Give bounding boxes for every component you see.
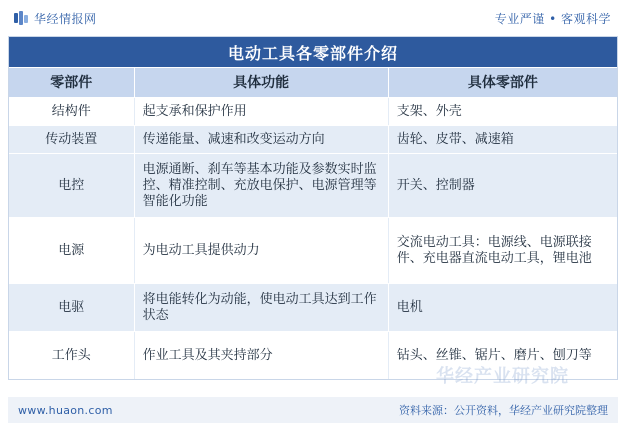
table-title-bar	[9, 37, 617, 67]
column-header-components: 具体零部件	[467, 74, 538, 91]
cell-part: 电驱	[9, 284, 135, 331]
table-row	[9, 331, 617, 379]
cell-part: 工作头	[9, 332, 135, 379]
slogan: 专业严谨 • 客观科学	[494, 11, 611, 26]
table-row	[9, 217, 617, 283]
cell-part: 电源	[9, 218, 135, 283]
column-header-function: 具体功能	[135, 68, 389, 97]
components-table	[8, 36, 618, 380]
website-url[interactable]: www.huaon.com	[18, 403, 113, 417]
table-row	[9, 125, 617, 153]
cell-components: 齿轮、皮带、减速箱	[396, 131, 514, 147]
cell-part: 传动装置	[9, 126, 135, 153]
column-header-part: 零部件	[9, 68, 135, 97]
cell-function: 将电能转化为动能，使电动工具达到工作状态	[135, 284, 389, 331]
brand-logo-icon	[14, 11, 28, 25]
cell-function: 起支承和保护作用	[135, 98, 389, 125]
footer	[8, 397, 618, 423]
cell-components: 支架、外壳	[396, 103, 462, 119]
table-title: 电动工具各零部件介绍	[227, 43, 398, 63]
cell-function: 传递能量、减速和改变运动方向	[135, 126, 389, 153]
cell-function: 作业工具及其夹持部分	[135, 332, 389, 379]
table-header-row	[9, 67, 617, 97]
cell-components: 交流电动工具：电源线、电源联接件、充电器直流电动工具，锂电池	[396, 234, 592, 266]
cell-part: 结构件	[9, 98, 135, 125]
brand	[14, 10, 97, 27]
cell-part: 电控	[9, 154, 135, 217]
watermark-text: 华经产业研究院	[436, 366, 569, 387]
data-source-note: 资料来源：公开资料，华经产业研究院整理	[399, 404, 608, 417]
table-row	[9, 283, 617, 331]
cell-components: 钻头、丝锥、锯片、磨片、刨刀等	[396, 347, 592, 363]
brand-name: 华经情报网	[34, 11, 97, 26]
cell-components: 开关、控制器	[396, 177, 475, 193]
top-header	[0, 0, 625, 36]
cell-components: 电机	[396, 299, 423, 315]
cell-function: 为电动工具提供动力	[135, 218, 389, 283]
table-row	[9, 97, 617, 125]
table-row	[9, 153, 617, 217]
cell-function: 电源通断、刹车等基本功能及参数实时监控、精准控制、充放电保护、电源管理等智能化功能	[135, 154, 389, 217]
